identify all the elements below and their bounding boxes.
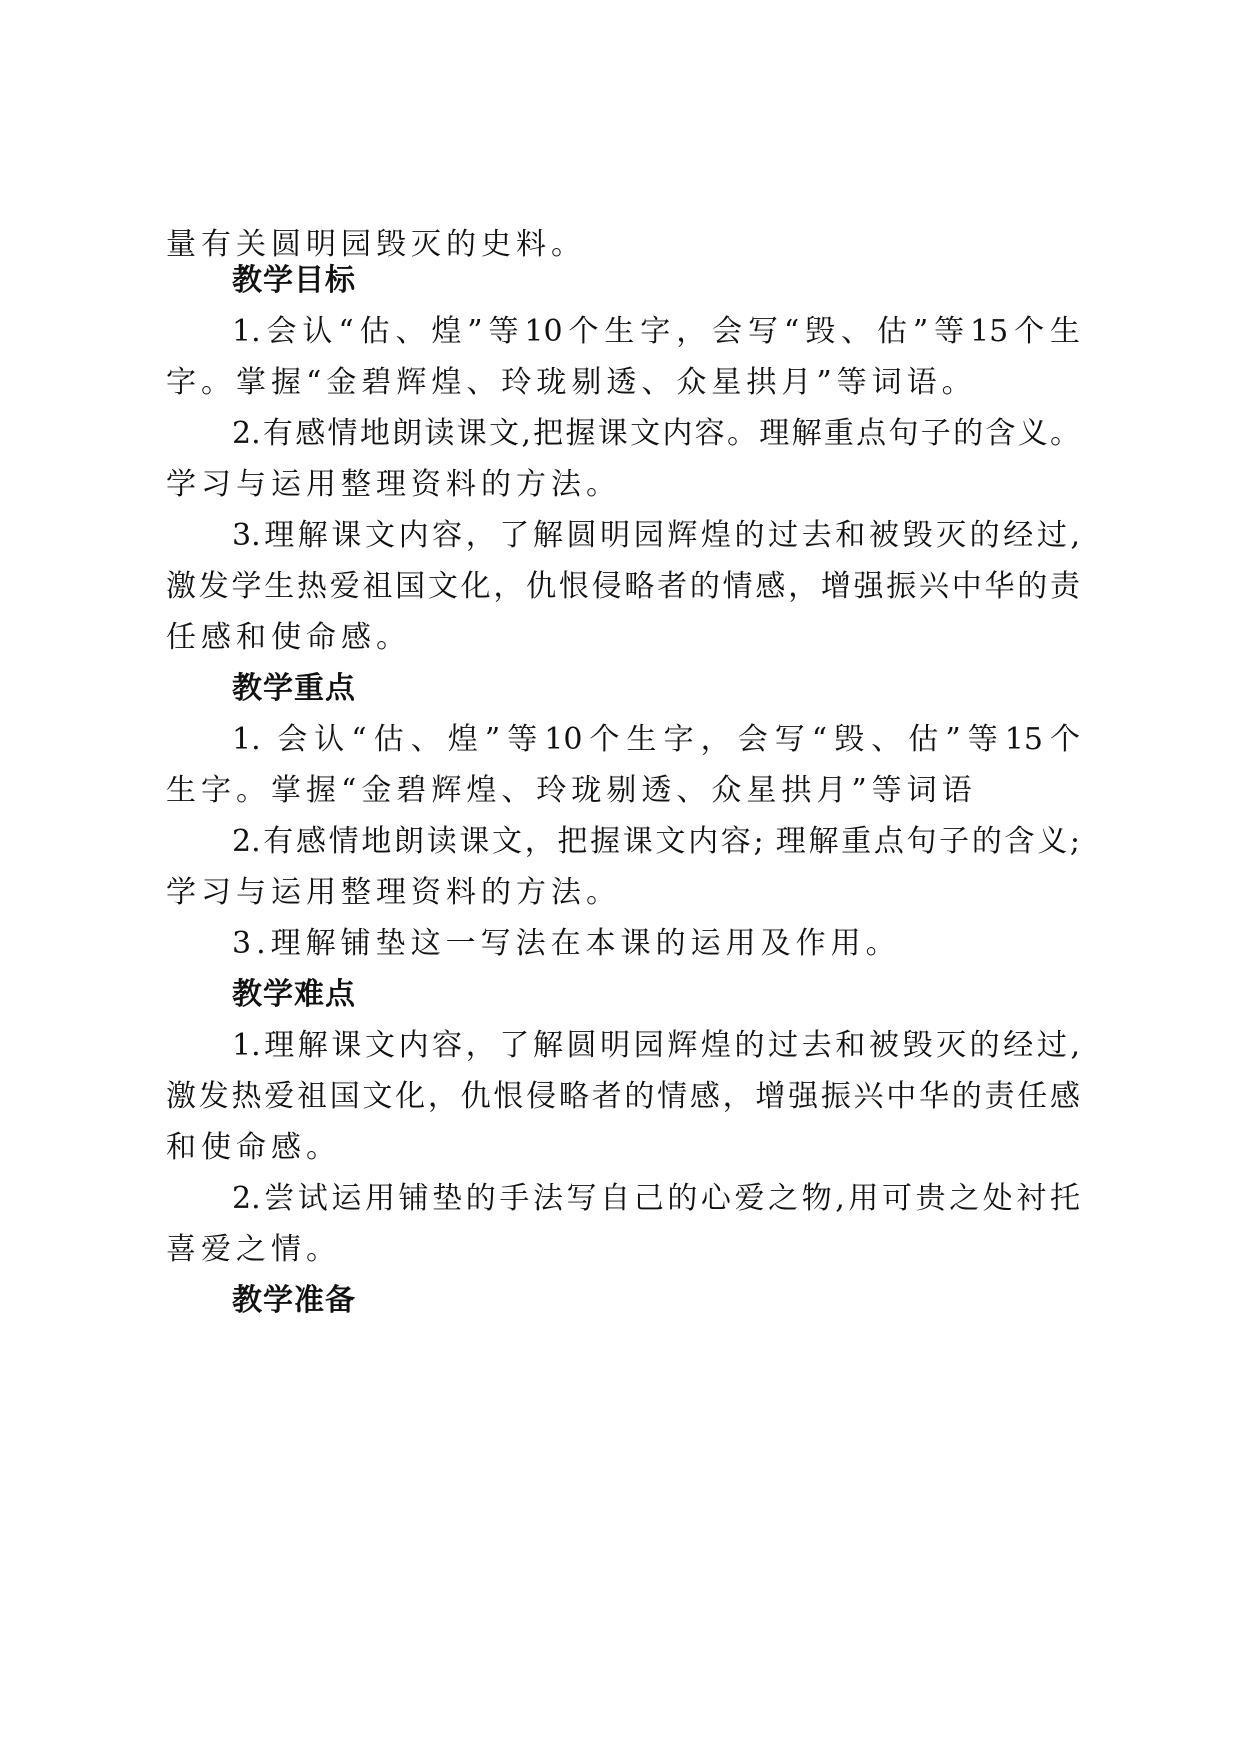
heading-teaching-focus: 教学重点: [232, 671, 356, 706]
focus-1-line-1: 1. 会认“估、煌”等10个生字，会写“毁、估”等15个: [232, 722, 1080, 757]
difficulty-2-line-1: 2.尝试运用铺垫的手法写自己的心爱之物,用可贵之处衬托: [232, 1181, 1080, 1216]
objective-1-line-2: 字。掌握“金碧辉煌、玲珑剔透、众星拱月”等词语。: [166, 365, 977, 400]
focus-2-line-2: 学习与运用整理资料的方法。: [166, 875, 621, 910]
objective-3-line-2: 激发学生热爱祖国文化，仇恨侵略者的情感，增强振兴中华的责: [166, 569, 1080, 604]
objective-2-line-2: 学习与运用整理资料的方法。: [166, 467, 621, 502]
focus-2-line-1: 2.有感情地朗读课文，把握课文内容; 理解重点句子的含义;: [232, 824, 1080, 859]
focus-3-line-1: 3.理解铺垫这一写法在本课的运用及作用。: [232, 926, 901, 961]
objective-1-line-1: 1.会认“估、煌”等10个生字，会写“毁、估”等15个生: [232, 314, 1080, 349]
difficulty-2-line-2: 喜爱之情。: [166, 1232, 341, 1267]
text-line-1: 量有关圆明园毁灭的史料。: [166, 227, 586, 262]
heading-teaching-objectives: 教学目标: [232, 263, 356, 298]
focus-1-line-2: 生字。掌握“金碧辉煌、玲珑剔透、众星拱月”等词语: [166, 773, 977, 808]
heading-teaching-difficulties: 教学难点: [232, 977, 356, 1012]
difficulty-1-line-2: 激发热爱祖国文化，仇恨侵略者的情感，增强振兴中华的责任感: [166, 1079, 1080, 1114]
objective-3-line-3: 任感和使命感。: [166, 620, 411, 655]
difficulty-1-line-3: 和使命感。: [166, 1130, 341, 1165]
heading-teaching-preparation: 教学准备: [232, 1283, 356, 1318]
difficulty-1-line-1: 1.理解课文内容，了解圆明园辉煌的过去和被毁灭的经过,: [232, 1028, 1080, 1063]
objective-3-line-1: 3.理解课文内容，了解圆明园辉煌的过去和被毁灭的经过,: [232, 518, 1080, 553]
objective-2-line-1: 2.有感情地朗读课文,把握课文内容。理解重点句子的含义。: [232, 416, 1080, 451]
